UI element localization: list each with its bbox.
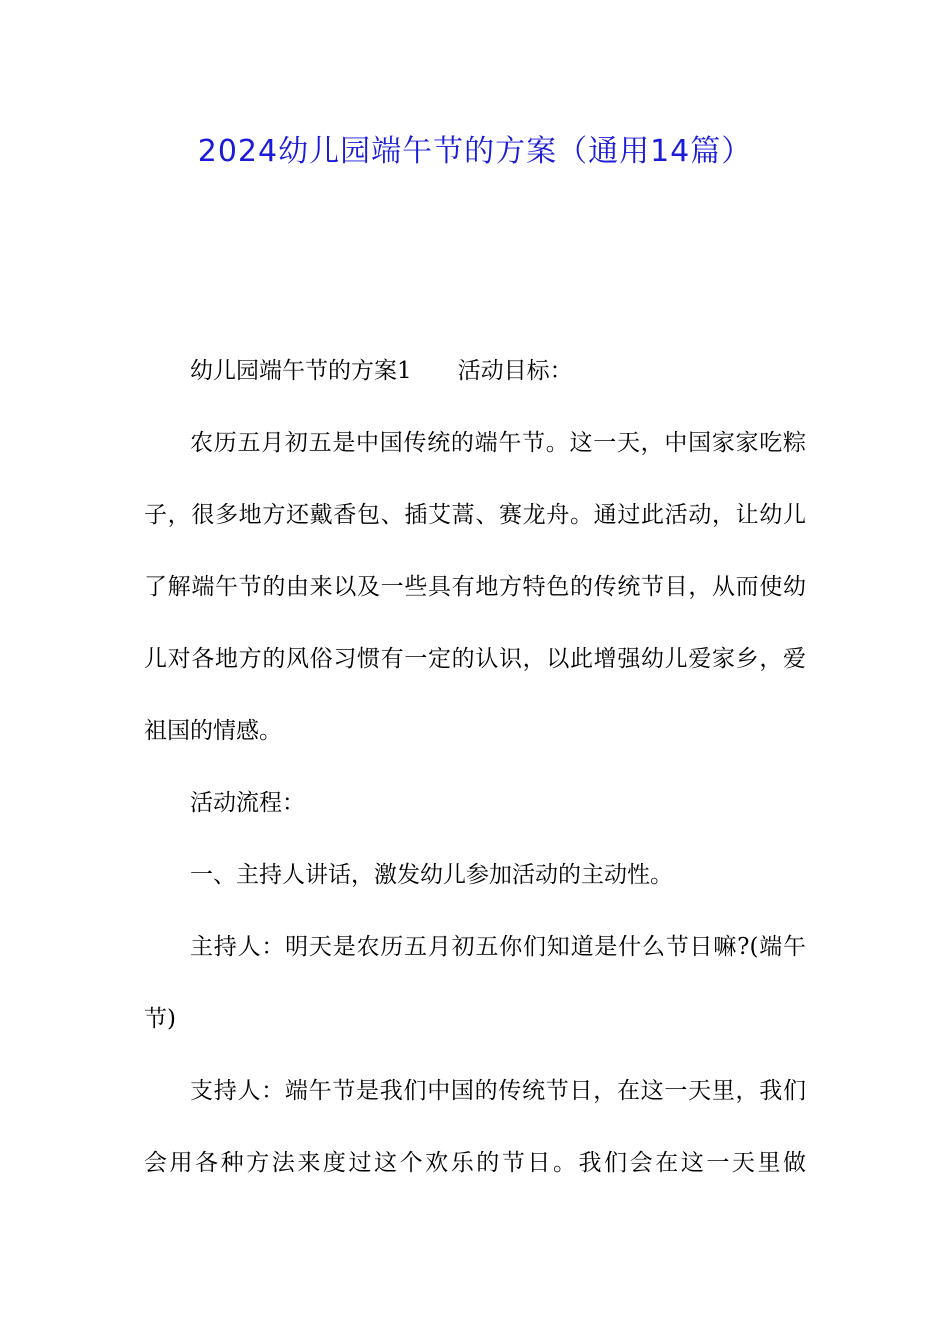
paragraph: 活动流程：	[190, 790, 305, 816]
section-label: 幼儿园端午节的方案1	[190, 358, 412, 384]
paragraph: 一、主持人讲话，激发幼儿参加活动的主动性。	[190, 862, 673, 888]
paragraph: 支持人：端午节是我们中国的传统节日，在这一天里，我们会用各种方法来度过这个欢乐的节日。我们会在这一天里做	[144, 1078, 806, 1176]
section-heading-line	[144, 335, 806, 407]
document-title: 2024幼儿园端午节的方案（通用14篇）	[197, 134, 753, 169]
paragraph: 农历五月初五是中国传统的端午节。这一天，中国家家吃粽子，很多地方还戴香包、插艾蒿、赛龙舟。通过此活动，让幼儿了解端午节的由来以及一些具有地方特色的传统节目，从而使幼儿对各地方的风俗习惯有一定的认识，以此增强幼儿爱家乡，爱祖国的情感。	[144, 430, 806, 744]
paragraph: 主持人：明天是农历五月初五你们知道是什么节日嘛?(端午节)	[144, 934, 806, 1032]
document-body	[144, 335, 806, 1199]
section-subheading: 活动目标：	[457, 358, 573, 384]
